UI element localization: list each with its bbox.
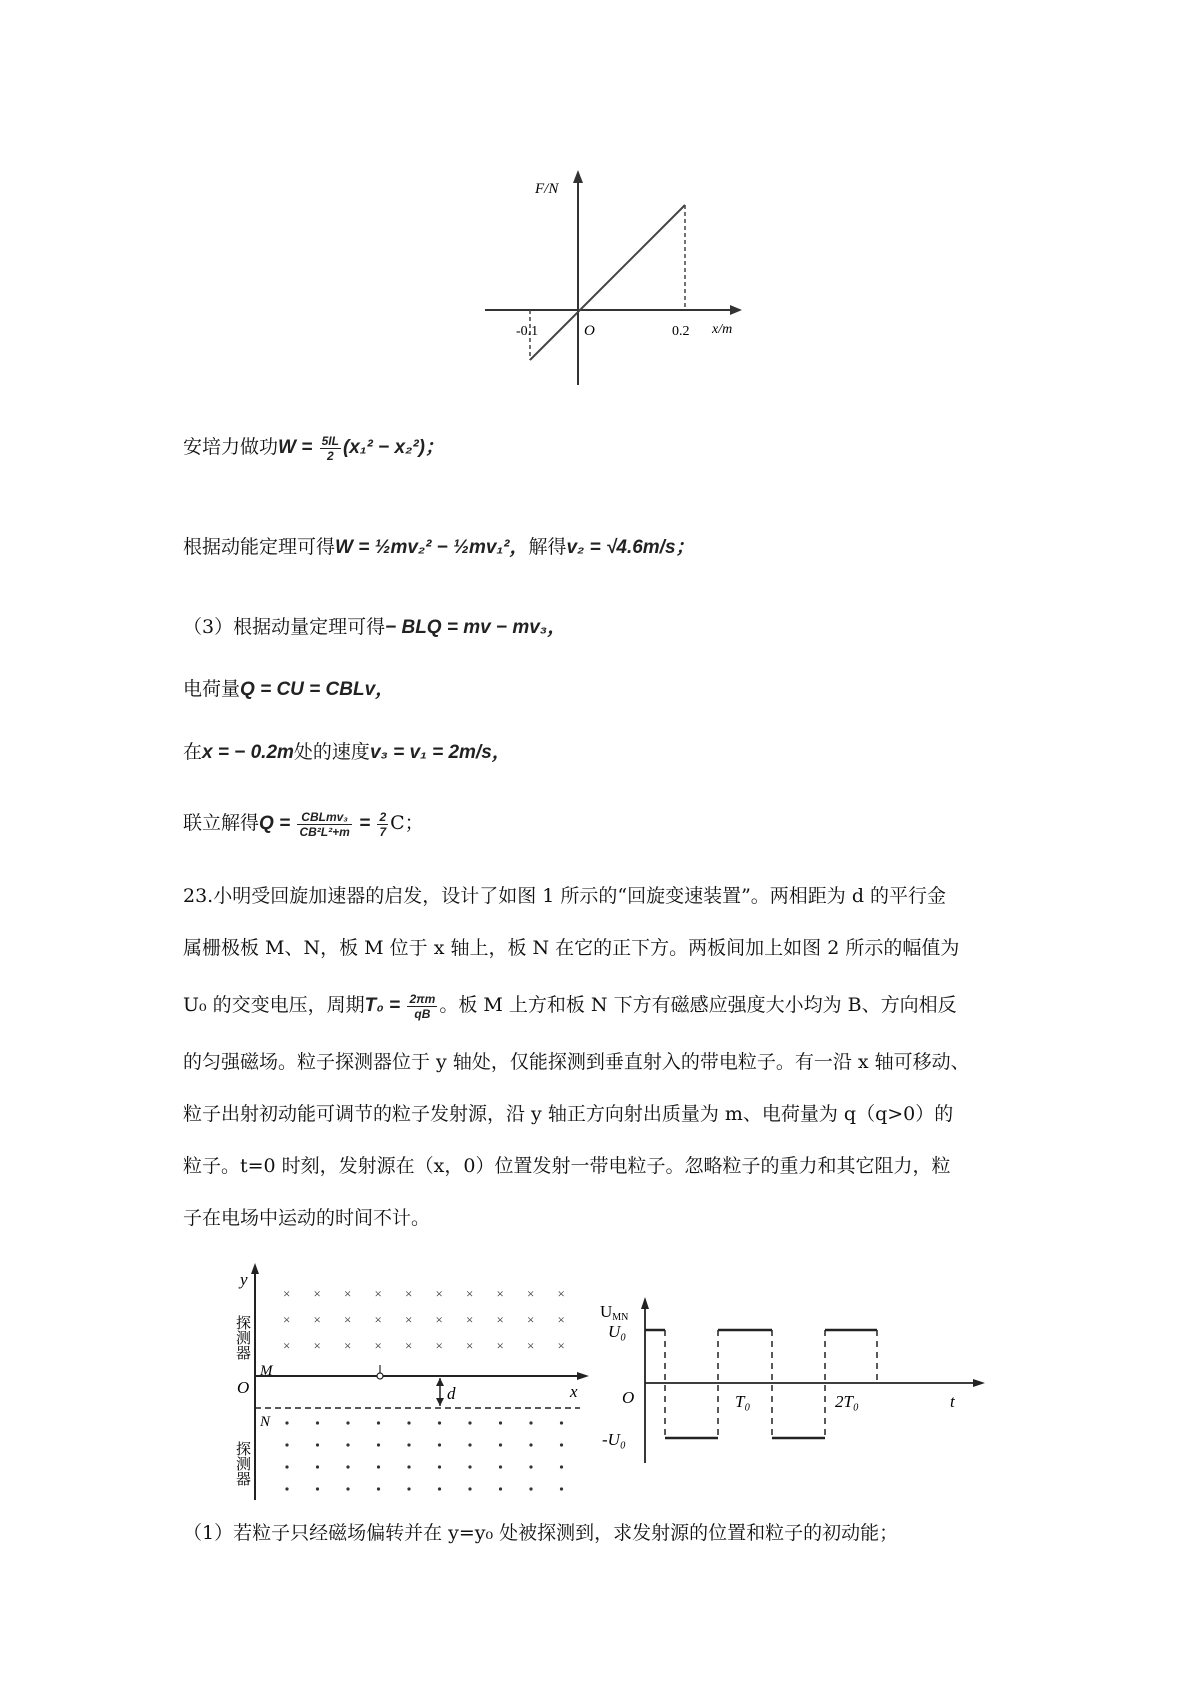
fig2-origin: O <box>622 1388 635 1407</box>
field-dot-mark <box>285 1443 288 1446</box>
ampere-force-graph <box>480 165 760 395</box>
field-dot-mark <box>377 1465 380 1468</box>
field-dot-mark <box>407 1487 410 1490</box>
ke-line <box>183 532 695 559</box>
emitter-source <box>377 1373 383 1379</box>
field-dot-mark <box>377 1421 380 1424</box>
field-dot-mark <box>316 1421 319 1424</box>
field-cross-mark: × <box>496 1312 504 1327</box>
solve-eq: = <box>353 813 376 834</box>
work-formula-lhs: W = <box>278 437 318 458</box>
field-dot-mark <box>468 1443 471 1446</box>
problem-line-2: 属栅极板 M、N，板 M 位于 x 轴上，板 N 在它的正下方。两板间加上如图 2 所示的幅值为 <box>183 937 960 959</box>
solve-num2: 2 <box>379 809 387 824</box>
fig1-x-label: x <box>570 1382 578 1401</box>
field-dot-mark <box>438 1421 441 1424</box>
problem-line-4: 的匀强磁场。粒子探测器位于 y 轴处，仅能探测到垂直射入的带电粒子。有一沿 x 轴可移动、 <box>183 1051 970 1073</box>
field-dot-mark <box>499 1465 502 1468</box>
field-cross-mark: × <box>466 1312 474 1327</box>
plate-n-label: N <box>260 1414 271 1430</box>
speed-mid: 处的速度 <box>293 741 370 763</box>
field-dot-mark <box>346 1465 349 1468</box>
field-cross-mark: × <box>283 1312 291 1327</box>
speed-line <box>183 737 511 764</box>
field-cross-mark: × <box>374 1286 382 1301</box>
fig1-y-label: y <box>240 1270 248 1289</box>
field-dot-mark <box>438 1465 441 1468</box>
y-axis-arrow <box>573 170 583 183</box>
field-cross-mark: × <box>527 1312 535 1327</box>
field-dot-mark <box>407 1443 410 1446</box>
x-axis-arrow <box>730 305 742 315</box>
field-cross-mark: × <box>466 1286 474 1301</box>
field-dot-mark <box>560 1443 563 1446</box>
field-dot-mark <box>499 1421 502 1424</box>
field-cross-mark: × <box>313 1286 321 1301</box>
field-dot-mark <box>285 1421 288 1424</box>
fig2-u-label-main: U <box>600 1302 613 1321</box>
period-formula-lhs: T₀ = <box>364 995 406 1016</box>
problem-line-6: 粒子。t=0 时刻，发射源在（x，0）位置发射一带电粒子。忽略粒子的重力和其它阻力，粒 <box>183 1155 951 1177</box>
field-dot-mark <box>529 1465 532 1468</box>
field-dot-mark <box>560 1465 563 1468</box>
field-dot-mark <box>560 1421 563 1424</box>
field-cross-mark: × <box>435 1312 443 1327</box>
field-dot-mark <box>316 1487 319 1490</box>
solve-den2: 7 <box>379 824 387 839</box>
x-axis-label: x/m <box>712 322 733 337</box>
field-cross-mark: × <box>527 1338 535 1353</box>
speed-prefix: 在 <box>183 741 203 763</box>
charge-prefix: 电荷量 <box>183 678 241 700</box>
field-cross-mark: × <box>374 1338 382 1353</box>
solve-tail: C； <box>390 812 424 834</box>
fig1-y-arrow <box>251 1263 259 1274</box>
problem-line-7: 子在电场中运动的时间不计。 <box>183 1207 431 1229</box>
field-cross-mark: × <box>557 1338 565 1353</box>
device-figure <box>225 1263 595 1503</box>
fig2-u-label-sub: MN <box>612 1312 629 1323</box>
fig1-x-arrow <box>577 1372 589 1380</box>
field-dot-mark <box>407 1421 410 1424</box>
upper-field-crosses <box>283 1286 565 1353</box>
period-frac-num: 2πm <box>409 991 436 1006</box>
field-cross-mark: × <box>313 1312 321 1327</box>
field-dot-mark <box>377 1487 380 1490</box>
ke-formula: W = ½mv₂² − ½mv₁²， <box>335 537 529 558</box>
momentum-prefix: （3）根据动量定理可得 <box>183 616 386 638</box>
field-dot-mark <box>438 1443 441 1446</box>
fig2-t-label: t <box>950 1392 955 1411</box>
field-cross-mark: × <box>496 1338 504 1353</box>
field-cross-mark: × <box>435 1286 443 1301</box>
fig2-u-arrow <box>641 1297 649 1309</box>
field-dot-mark <box>468 1421 471 1424</box>
problem-line-3 <box>183 974 1031 1036</box>
detector-top-label: 探测器 <box>234 1315 252 1360</box>
speed-pos: x = − 0.2m <box>202 742 294 763</box>
u0-label: U₀ <box>608 1322 627 1341</box>
y-axis-label: F/N <box>535 181 559 197</box>
2t0-label: 2T₀ <box>835 1392 859 1411</box>
fig2-t-arrow <box>973 1379 985 1387</box>
solve-frac-num: CBLmv₃ <box>297 810 351 825</box>
field-cross-mark: × <box>435 1338 443 1353</box>
field-cross-mark: × <box>374 1312 382 1327</box>
problem-line-3a: U₀ 的交变电压，周期 <box>183 994 365 1016</box>
solve-fraction <box>297 810 351 839</box>
period-fraction <box>407 992 437 1021</box>
field-dot-mark <box>285 1487 288 1490</box>
solve-line <box>183 808 424 839</box>
field-cross-mark: × <box>557 1312 565 1327</box>
tick-neg-label: -0.1 <box>516 324 539 339</box>
neg-u0-label: -U₀ <box>602 1430 626 1449</box>
gap-arrow-up <box>436 1378 444 1386</box>
speed-formula: v₃ = v₁ = 2m/s， <box>369 742 511 763</box>
detector-bottom-label: 探测器 <box>234 1441 252 1486</box>
field-dot-mark <box>316 1443 319 1446</box>
field-dot-mark <box>560 1487 563 1490</box>
solve-lhs: Q = <box>259 813 296 834</box>
field-dot-mark <box>529 1421 532 1424</box>
field-cross-mark: × <box>557 1286 565 1301</box>
problem-paragraph <box>183 870 1031 1244</box>
field-dot-mark <box>377 1443 380 1446</box>
origin-label: O <box>584 323 595 339</box>
field-cross-mark: × <box>344 1286 352 1301</box>
work-prefix: 安培力做功 <box>183 436 279 458</box>
charge-formula: Q = CU = CBLv， <box>240 679 395 700</box>
field-dot-mark <box>468 1487 471 1490</box>
field-cross-mark: × <box>466 1338 474 1353</box>
work-fraction <box>320 434 341 463</box>
ke-mid: 解得 <box>528 536 567 558</box>
field-cross-mark: × <box>405 1286 413 1301</box>
field-dot-mark <box>407 1465 410 1468</box>
solve-fraction-2 <box>377 810 388 839</box>
field-dot-mark <box>529 1487 532 1490</box>
solve-frac-den: CB²L²+m <box>299 824 350 839</box>
field-dot-mark <box>346 1443 349 1446</box>
question-1: （1）若粒子只经磁场偏转并在 y=y₀ 处被探测到，求发射源的位置和粒子的初动能； <box>183 1522 899 1544</box>
problem-line-5: 粒子出射初动能可调节的粒子发射源，沿 y 轴正方向射出质量为 m、电荷量为 q（q>0）的 <box>183 1103 954 1125</box>
t0-label: T₀ <box>735 1392 751 1411</box>
field-dot-mark <box>499 1443 502 1446</box>
work-formula-rhs: (x₁² − x₂²)； <box>342 437 444 458</box>
tick-pos-label: 0.2 <box>672 324 690 339</box>
field-dot-mark <box>499 1487 502 1490</box>
gap-label: d <box>447 1384 456 1403</box>
momentum-formula: − BLQ = mv − mv₃， <box>385 617 567 638</box>
field-dot-mark <box>529 1443 532 1446</box>
field-cross-mark: × <box>313 1338 321 1353</box>
field-dot-mark <box>438 1487 441 1490</box>
period-frac-den: qB <box>414 1006 431 1021</box>
field-cross-mark: × <box>496 1286 504 1301</box>
problem-line-1: 23.小明受回旋加速器的启发，设计了如图 1 所示的“回旋变速装置”。两相距为 d 的平行金 <box>183 885 947 907</box>
field-cross-mark: × <box>527 1286 535 1301</box>
gap-arrow-down <box>436 1398 444 1406</box>
field-dot-mark <box>285 1465 288 1468</box>
lower-field-dots <box>285 1421 563 1490</box>
field-cross-mark: × <box>405 1312 413 1327</box>
field-cross-mark: × <box>283 1286 291 1301</box>
field-cross-mark: × <box>405 1338 413 1353</box>
field-dot-mark <box>346 1487 349 1490</box>
work-line <box>183 432 444 463</box>
charge-line <box>183 674 394 701</box>
ke-prefix: 根据动能定理可得 <box>183 536 336 558</box>
fig1-origin: O <box>237 1378 250 1397</box>
fig2-u-label <box>600 1302 628 1323</box>
momentum-line <box>183 612 566 639</box>
work-frac-den: 2 <box>326 448 334 463</box>
plate-m-label: M <box>260 1363 273 1379</box>
field-dot-mark <box>468 1465 471 1468</box>
voltage-graph <box>600 1295 990 1465</box>
work-frac-num: 5IL <box>321 433 339 448</box>
field-dot-mark <box>346 1421 349 1424</box>
field-cross-mark: × <box>344 1338 352 1353</box>
solve-prefix: 联立解得 <box>183 812 260 834</box>
force-line <box>530 205 685 360</box>
ke-result: v₂ = √4.6m/s； <box>566 537 695 558</box>
field-cross-mark: × <box>344 1312 352 1327</box>
field-dot-mark <box>316 1465 319 1468</box>
field-cross-mark: × <box>283 1338 291 1353</box>
problem-line-3b: 。板 M 上方和板 N 下方有磁感应强度大小均为 B、方向相反 <box>439 994 957 1016</box>
